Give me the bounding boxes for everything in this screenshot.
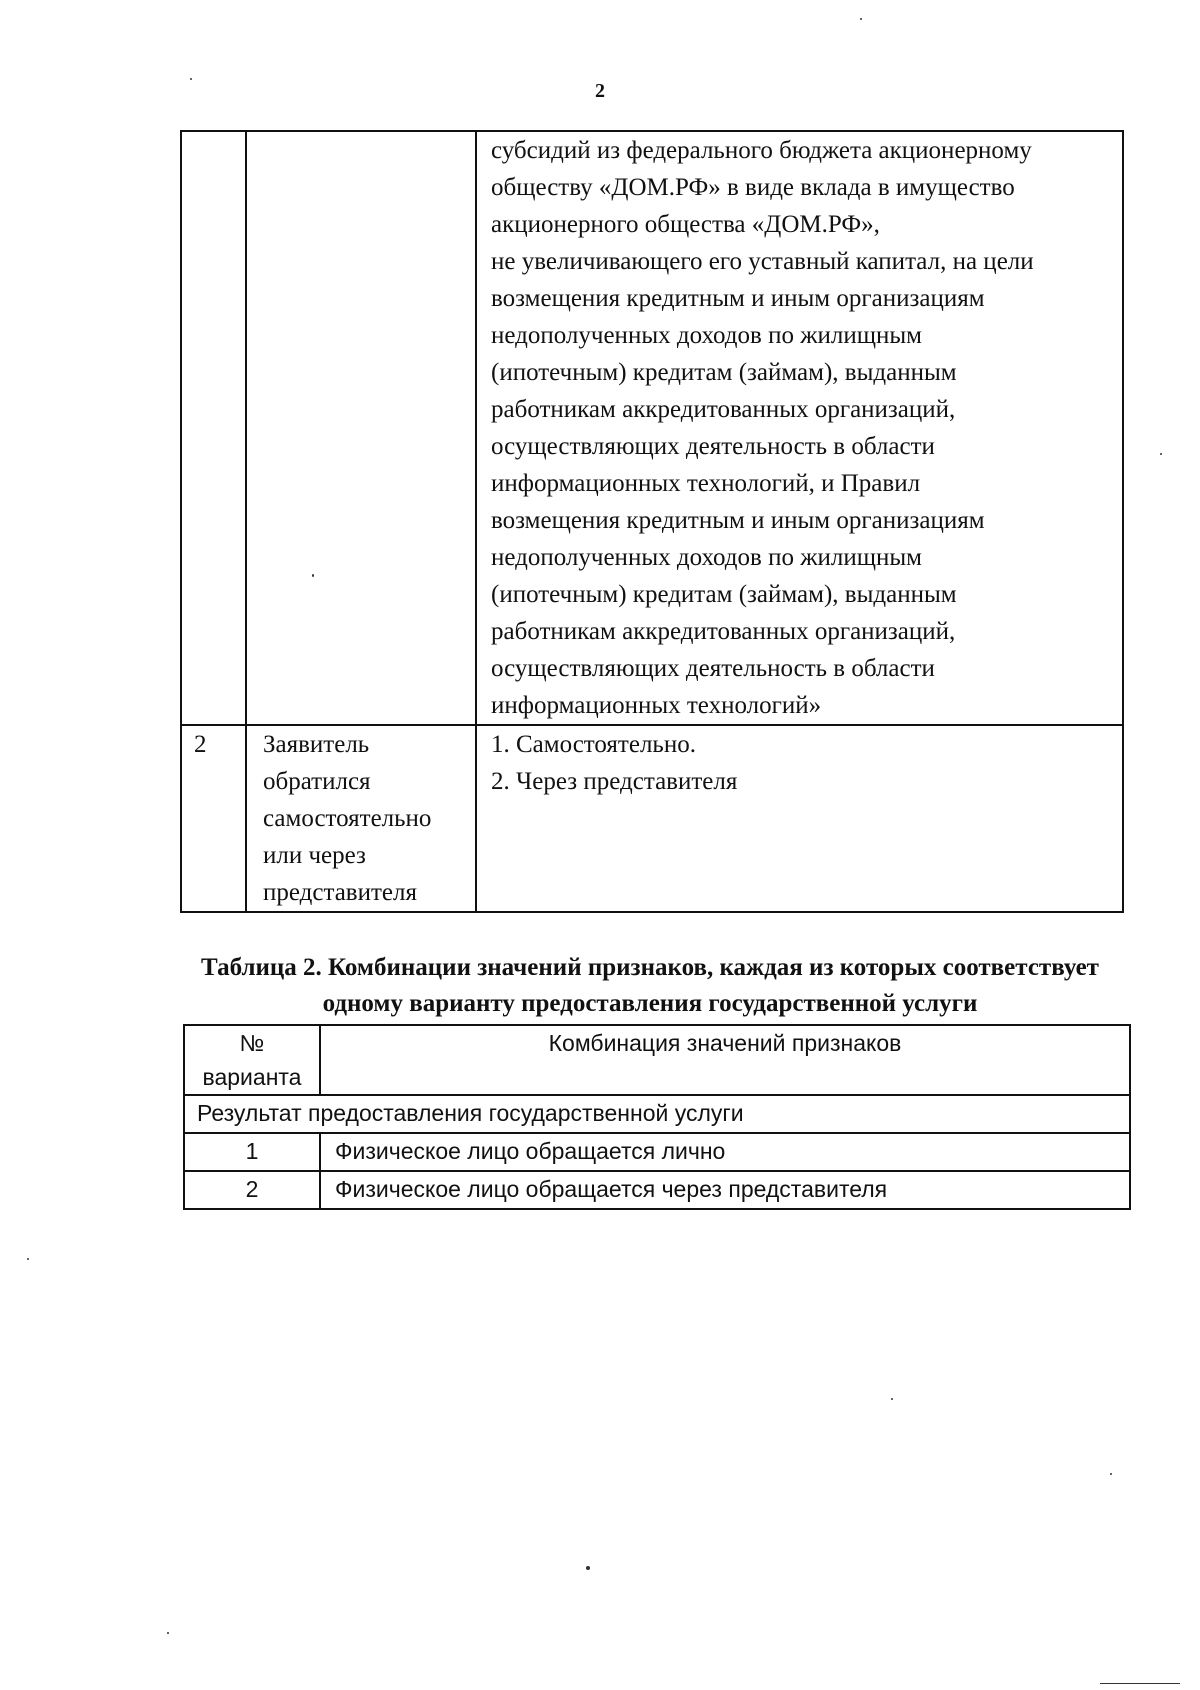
text-line: Заявитель [263, 731, 370, 758]
scan-speck [190, 78, 192, 80]
row-number-cell: 2 [181, 725, 246, 912]
scan-speck [1160, 453, 1162, 455]
scan-speck [891, 1398, 893, 1400]
criterion-values-cell [476, 725, 1123, 912]
column-header-variant-number [184, 1025, 320, 1095]
option-line: 2. Через представителя [491, 768, 738, 795]
text-line: (ипотечным) кредитам (займам), выданным [491, 581, 957, 608]
table-row [181, 725, 1123, 912]
header-text-line: варианта [202, 1064, 302, 1090]
text-line: работникам аккредитованных организаций, [491, 396, 956, 423]
text-line: информационных технологий, и Правил [491, 470, 921, 497]
text-line: акционерного общества «ДОМ.РФ», [491, 211, 880, 238]
text-line: не увеличивающего его уставный капитал, на цели [491, 248, 1034, 275]
criteria-table [180, 130, 1124, 913]
text-line: самостоятельно [263, 805, 432, 832]
text-line: информационных технологий» [491, 692, 822, 719]
criterion-label-cell [246, 725, 476, 912]
section-row [184, 1095, 1130, 1133]
table-row [184, 1171, 1130, 1209]
scan-speck [860, 18, 862, 20]
text-line: работникам аккредитованных организаций, [491, 618, 956, 645]
page-number: 2 [595, 80, 605, 102]
variant-combination-cell: Физическое лицо обращается лично [320, 1133, 1130, 1171]
text-line: недополученных доходов по жилищным [491, 322, 922, 349]
scan-speck [586, 1566, 590, 1570]
table-header-row [184, 1025, 1130, 1095]
row-number-cell [181, 131, 246, 725]
text-line: осуществляющих деятельность в области [491, 655, 935, 682]
table-row [181, 131, 1123, 725]
table-title-line: одному варианту предоставления государственной услуги [322, 990, 978, 1017]
scan-speck [1110, 1473, 1112, 1475]
variants-table [183, 1024, 1131, 1210]
criterion-values-cell [476, 131, 1123, 725]
header-text-line: № [239, 1030, 265, 1056]
table-title-line: Таблица 2. Комбинации значений признаков, каждая из которых соответствует [201, 954, 1099, 981]
text-line: осуществляющих деятельность в области [491, 433, 935, 460]
variant-combination-cell: Физическое лицо обращается через представителя [320, 1171, 1130, 1209]
variant-number-cell: 2 [184, 1171, 320, 1209]
scan-speck [312, 574, 314, 577]
text-line: возмещения кредитным и иным организациям [491, 285, 985, 312]
text-line: возмещения кредитным и иным организациям [491, 507, 985, 534]
option-line: 1. Самостоятельно. [491, 731, 696, 758]
criterion-label-cell [246, 131, 476, 725]
scan-line [1100, 1683, 1180, 1684]
text-line: (ипотечным) кредитам (займам), выданным [491, 359, 957, 386]
text-line: или через [263, 842, 366, 869]
scan-speck [27, 1258, 29, 1260]
text-line: представителя [263, 879, 417, 906]
text-line: обществу «ДОМ.РФ» в виде вклада в имущество [491, 174, 1015, 201]
text-line: субсидий из федерального бюджета акционерному [491, 137, 1032, 164]
text-line: обратился [263, 768, 371, 795]
table-title [150, 950, 1150, 1022]
column-header-combination: Комбинация значений признаков [320, 1025, 1130, 1095]
text-line: недополученных доходов по жилищным [491, 544, 922, 571]
table-row [184, 1133, 1130, 1171]
variant-number-cell: 1 [184, 1133, 320, 1171]
section-label: Результат предоставления государственной услуги [184, 1095, 1130, 1133]
scan-speck [167, 1632, 169, 1634]
